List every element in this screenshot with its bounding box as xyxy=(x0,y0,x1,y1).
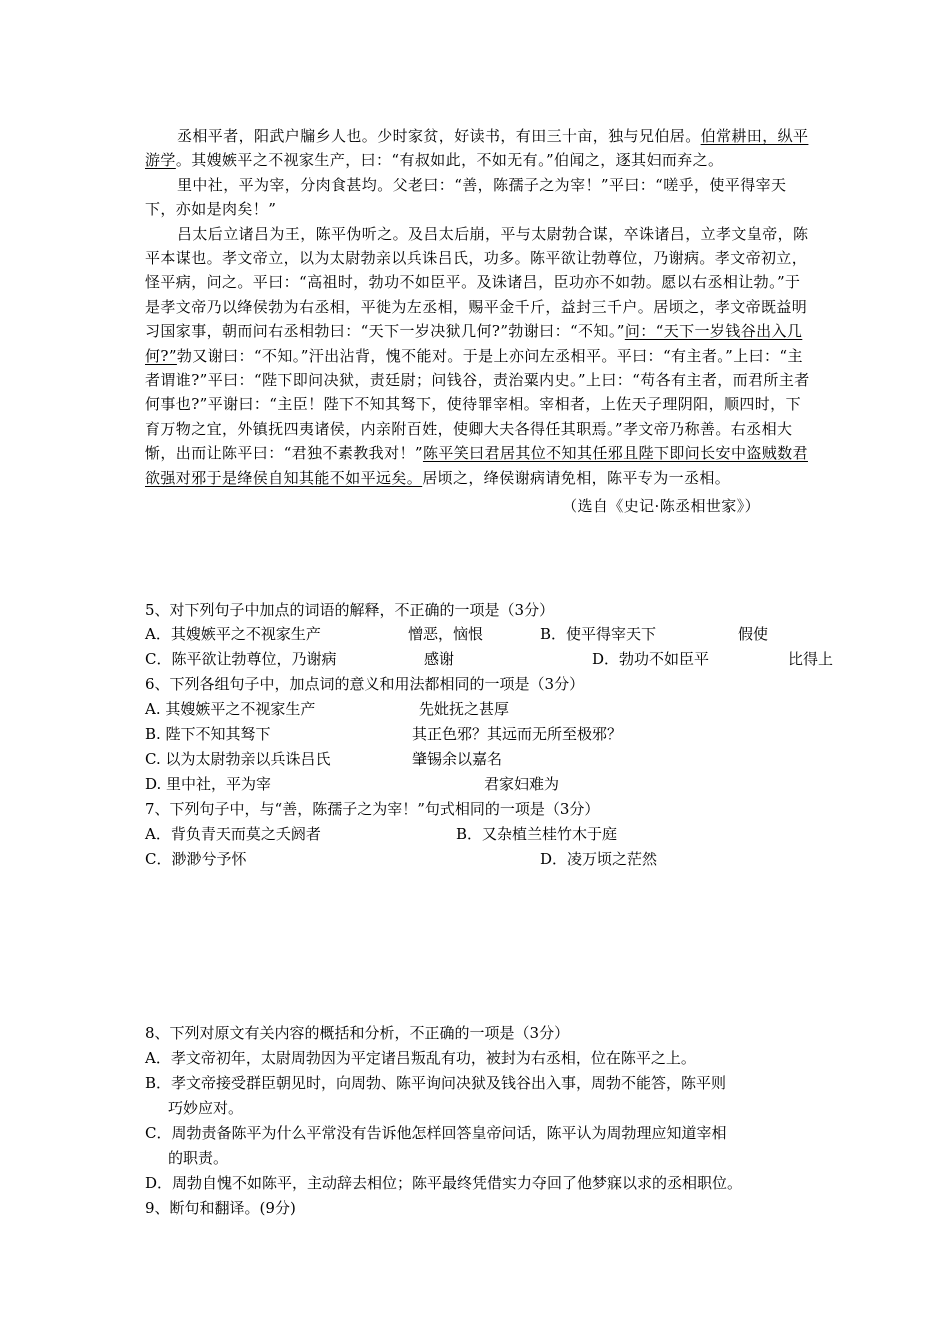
q8-option-c-line1: C．周勃责备陈平为什么平常没有告诉他怎样回答皇帝问话，陈平认为周勃理应知道宰相 xyxy=(145,1124,727,1142)
q6-option-d: D. 里中社，平为宰 xyxy=(145,775,272,793)
underlined-sentence: 伯常耕田，纵平游学 xyxy=(145,127,809,170)
underlined-sentence: 问：“天下一岁钱谷出入几何?” xyxy=(145,322,803,365)
q5-option-c-definition: 感谢 xyxy=(424,650,455,668)
q8-option-b-line1: B．孝文帝接受群臣朝见时，向周勃、陈平询问决狱及钱谷出入事，周勃不能答，陈平则 xyxy=(145,1074,727,1092)
q6-option-d-compare: 君家妇难为 xyxy=(484,775,560,793)
passage-paragraph-1 xyxy=(145,124,810,173)
passage-text: 居顷之，绛侯谢病请免相，陈平专为一丞相。 xyxy=(422,468,731,487)
q8-stem: 8、下列对原文有关内容的概括和分析，不正确的一项是（3分） xyxy=(145,1024,570,1042)
q8-option-b-line2: 巧妙应对。 xyxy=(168,1099,244,1117)
q7-option-a: A．背负青天而莫之夭阏者 xyxy=(145,825,321,843)
q5-option-b-definition: 假使 xyxy=(738,625,769,643)
q8-option-a: A．孝文帝初年，太尉周勃因为平定诸吕叛乱有功，被封为右丞相，位在陈平之上。 xyxy=(145,1049,696,1067)
q5-option-d-definition: 比得上 xyxy=(788,650,834,668)
q7-option-d: D．凌万顷之茫然 xyxy=(540,850,658,868)
q6-option-a-compare: 先妣抚之甚厚 xyxy=(419,700,510,718)
q7-option-c: C．渺渺兮予怀 xyxy=(145,850,247,868)
q5-stem: 5、对下列句子中加点的词语的解释，不正确的一项是（3分） xyxy=(145,601,555,619)
passage-text: 丞相平者，阳武户牖乡人也。少时家贫，好读书，有田三十亩，独与兄伯居。 xyxy=(177,127,701,145)
underlined-unpunctuated-sentence: 陈平笑曰君居其位不知其任邪且陛下即问长安中盗贼数君欲强对邪于是绛侯自知其能不如平远矣。 xyxy=(145,444,808,487)
q7-option-b: B．又杂植兰桂竹木于庭 xyxy=(456,825,618,843)
reading-passage xyxy=(145,124,810,519)
q6-option-a: A. 其嫂嫉平之不视家生产 xyxy=(145,700,316,718)
passage-text: 。其嫂嫉平之不视家生产，曰：“有叔如此，不如无有。”伯闻之，逐其妇而弃之。 xyxy=(175,151,724,170)
q6-option-c-compare: 肇锡余以嘉名 xyxy=(412,750,503,768)
q5-option-a: A．其嫂嫉平之不视家生产 xyxy=(145,625,321,643)
q7-stem: 7、下列句子中，与“善，陈孺子之为宰！”句式相同的一项是（3分） xyxy=(145,800,600,818)
q5-option-d: D．勃功不如臣平 xyxy=(592,650,710,668)
q5-option-b: B．使平得宰天下 xyxy=(540,625,657,643)
q8-option-d: D．周勃自愧不如陈平，主动辞去相位；陈平最终凭借实力夺回了他梦寐以求的丞相职位。 xyxy=(145,1174,743,1192)
q6-option-b: B. 陛下不知其驽下 xyxy=(145,725,271,743)
q6-stem: 6、下列各组句子中，加点词的意义和用法都相同的一项是（3分） xyxy=(145,675,585,693)
passage-source: （选自《史记·陈丞相世家》） xyxy=(562,497,760,516)
passage-text: 吕太后立诸吕为王，陈平伪听之。及吕太后崩，平与太尉勃合谋，卒诛诸吕，立孝文皇帝，陈平本谋也。孝文帝立，以为太尉勃亲以兵诛吕氏，功多。陈平欲让勃尊位，乃谢病。孝文帝初立，怪平病，问之。平曰：“高祖时，勃功不如臣平。及诛诸吕，臣功亦不如勃。愿以右丞相让勃。”于是孝文帝乃以绛侯勃为右丞相，平徙为左丞相，赐平金千斤，益封三千户。居顷之，孝文帝既益明习国家事，朝而问右丞相勃曰：“天下一岁决狱几何?”勃谢曰：“不知。” xyxy=(145,224,809,341)
q9-stem: 9、断句和翻译。(9分) xyxy=(145,1199,296,1217)
q6-option-b-compare: 其正色邪？其远而无所至极邪？ xyxy=(412,725,623,743)
q5-option-a-definition: 憎恶，恼恨 xyxy=(408,625,484,643)
q8-option-c-line2: 的职责。 xyxy=(168,1149,229,1167)
passage-text: 勃又谢曰：“不知。”汗出沾背，愧不能对。于是上亦问左丞相平。平曰：“有主者。”上曰：“主者谓谁?”平曰：“陛下即问决狱，责廷尉；问钱谷，责治粟内史。”上曰：“苟各有主者，而君所主者何事也?”平谢曰：“主臣！陛下不知其驽下，使待罪宰相。宰相者，上佐天子理阴阳，顺四时，下育万物之宜，外镇抚四夷诸侯，内亲附百姓，使卿大夫各得任其职焉。”孝文帝乃称善。右丞相大惭，出而让陈平曰：“君独不素教我对！” xyxy=(145,346,810,463)
passage-paragraph-3 xyxy=(145,222,810,490)
q6-option-c: C. 以为太尉勃亲以兵诛吕氏 xyxy=(145,750,331,768)
q5-option-c: C．陈平欲让勃尊位，乃谢病 xyxy=(145,650,337,668)
passage-paragraph-2: 里中社，平为宰，分肉食甚均。父老曰：“善，陈孺子之为宰！”平曰：“嗟乎，使平得宰天下，亦如是肉矣！” xyxy=(145,175,787,219)
